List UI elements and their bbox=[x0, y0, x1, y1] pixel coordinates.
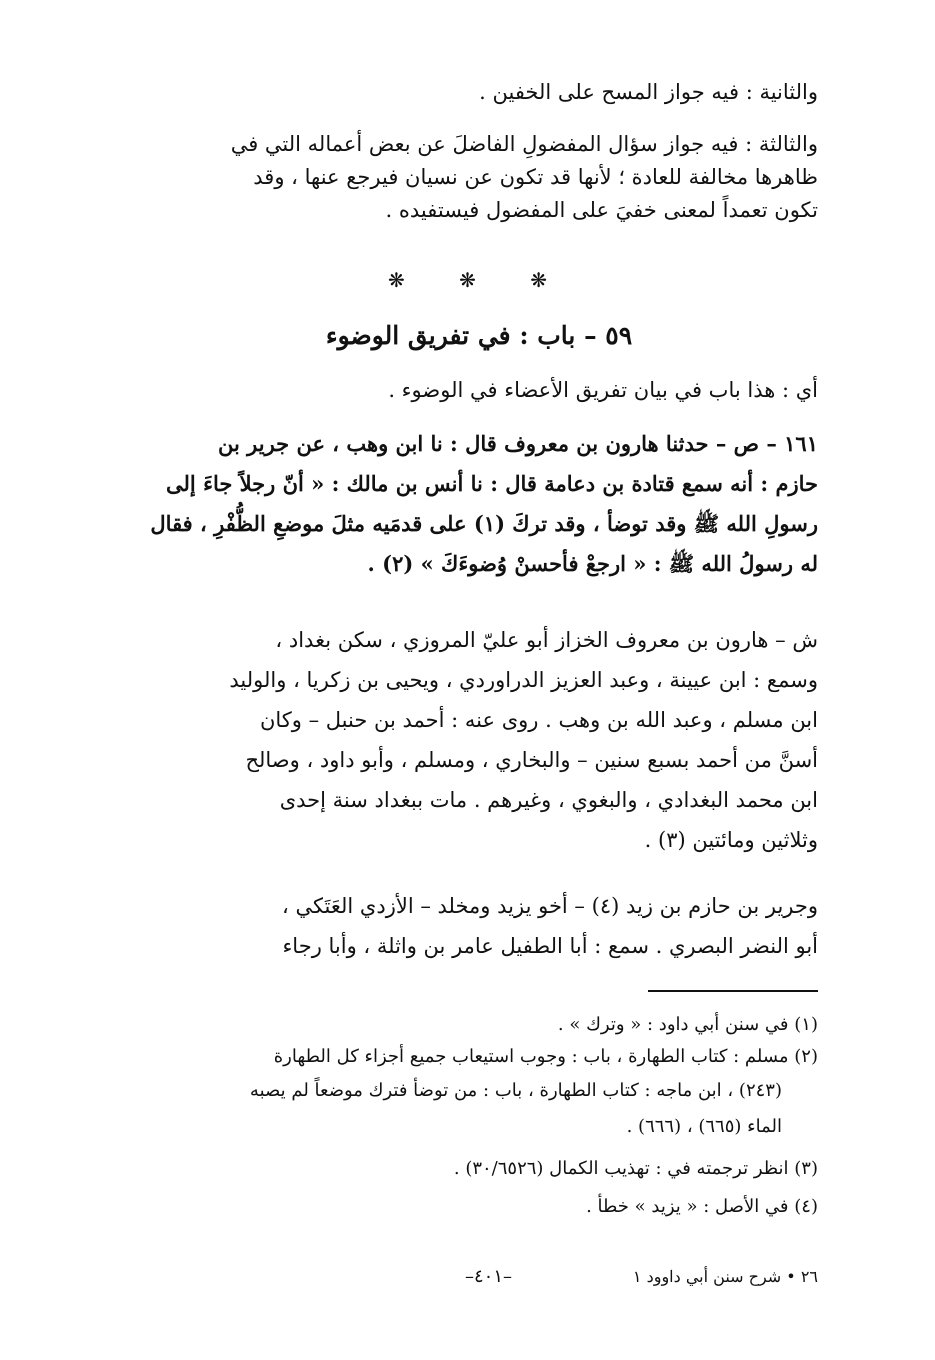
narrator-paragraph bbox=[140, 886, 818, 966]
text-line: وجرير بن حازم بن زيد (٤) – أخو يزيد ومخلد – الأزدي العَتَكي ، bbox=[282, 894, 818, 918]
section-separator bbox=[0, 268, 935, 292]
text-line: والثانية : فيه جواز المسح على الخفين . bbox=[479, 80, 818, 104]
text-line: ابن مسلم ، وعبد الله بن وهب . روى عنه : أحمد بن حنبل – وكان bbox=[259, 708, 818, 732]
text-line: أبو النضر البصري . سمع : أبا الطفيل عامر بن واثلة ، وأبا رجاء bbox=[282, 934, 818, 958]
footnote-1: (١) في سنن أبي داود : « وترك » . bbox=[557, 1014, 818, 1035]
footnote-2-continuation: الماء (٦٦٥) ، (٦٦٦) . bbox=[626, 1116, 782, 1137]
text-line: تكون تعمداً لمعنى خفيَ على المفضول فيستفيده . bbox=[385, 198, 818, 222]
footnote-divider bbox=[648, 990, 818, 992]
text-line: حازم : أنه سمع قتادة بن دعامة قال : نا أنس بن مالك : « أنّ رجلاً جاءَ إلى bbox=[166, 471, 818, 496]
paragraph-third-benefit bbox=[140, 128, 818, 227]
star-ornament-icon: ❋ bbox=[387, 268, 405, 292]
text-line: أسنَّ من أحمد بسبع سنين – والبخاري ، ومسلم ، وأبو داود ، وصالح bbox=[245, 748, 818, 772]
text-line: أي : هذا باب في بيان تفريق الأعضاء في الوضوء . bbox=[388, 378, 818, 402]
text-line: وثلاثين ومائتين (٣) . bbox=[644, 828, 818, 852]
text-line: والثالثة : فيه جواز سؤال المفضولِ الفاضلَ عن بعض أعماله التي في bbox=[230, 132, 818, 156]
page-number: –٤٠١– bbox=[464, 1266, 512, 1287]
commentary-paragraph bbox=[140, 620, 818, 860]
hadith-text bbox=[140, 424, 818, 584]
text-line: ظاهرها مخالفة للعادة ؛ لأنها قد تكون عن نسيان فيرجع عنها ، وقد bbox=[253, 165, 818, 189]
text-line: وسمع : ابن عيينة ، وعبد العزيز الدراوردي ، ويحيى بن زكريا ، والوليد bbox=[229, 668, 818, 692]
star-ornament-icon: ❋ bbox=[459, 268, 476, 292]
text-line: ١٦١ – ص – حدثنا هارون بن معروف قال : نا ابن وهب ، عن جرير بن bbox=[218, 431, 818, 456]
footnote-4: (٤) في الأصل : « يزيد » خطأ . bbox=[586, 1196, 818, 1217]
paragraph-second-benefit bbox=[140, 76, 818, 109]
text-line: ش – هارون بن معروف الخزاز أبو عليّ المروزي ، سكن بغداد ، bbox=[275, 628, 818, 652]
text-line: له رسولُ الله ﷺ : « ارجعْ فأحسنْ وُضوءَكَ » (٢) . bbox=[367, 551, 818, 576]
text-line: ابن محمد البغدادي ، والبغوي ، وغيرهم . مات ببغداد سنة إحدى bbox=[279, 788, 818, 812]
footnote-2-continuation: (٢٤٣) ، ابن ماجه : كتاب الطهارة ، باب : من توضأ فترك موضعاً لم يصبه bbox=[249, 1080, 782, 1101]
chapter-explanation bbox=[140, 374, 818, 407]
print-signature: ٢٦ • شرح سنن أبي داوود ١ bbox=[632, 1267, 818, 1286]
footnote-2: (٢) مسلم : كتاب الطهارة ، باب : وجوب استيعاب جميع أجزاء كل الطهارة bbox=[273, 1046, 818, 1067]
footnote-3: (٣) انظر ترجمته في : تهذيب الكمال (٣٠/٦٥٢٦) . bbox=[453, 1158, 818, 1179]
star-ornament-icon: ❋ bbox=[530, 268, 547, 292]
chapter-heading: ٥٩ – باب : في تفريق الوضوء bbox=[325, 321, 633, 350]
text-line: رسولِ الله ﷺ وقد توضأ ، وقد تركَ (١) على قدمَيه مثلَ موضعِ الظُّفْرِ ، فقال bbox=[150, 511, 818, 536]
